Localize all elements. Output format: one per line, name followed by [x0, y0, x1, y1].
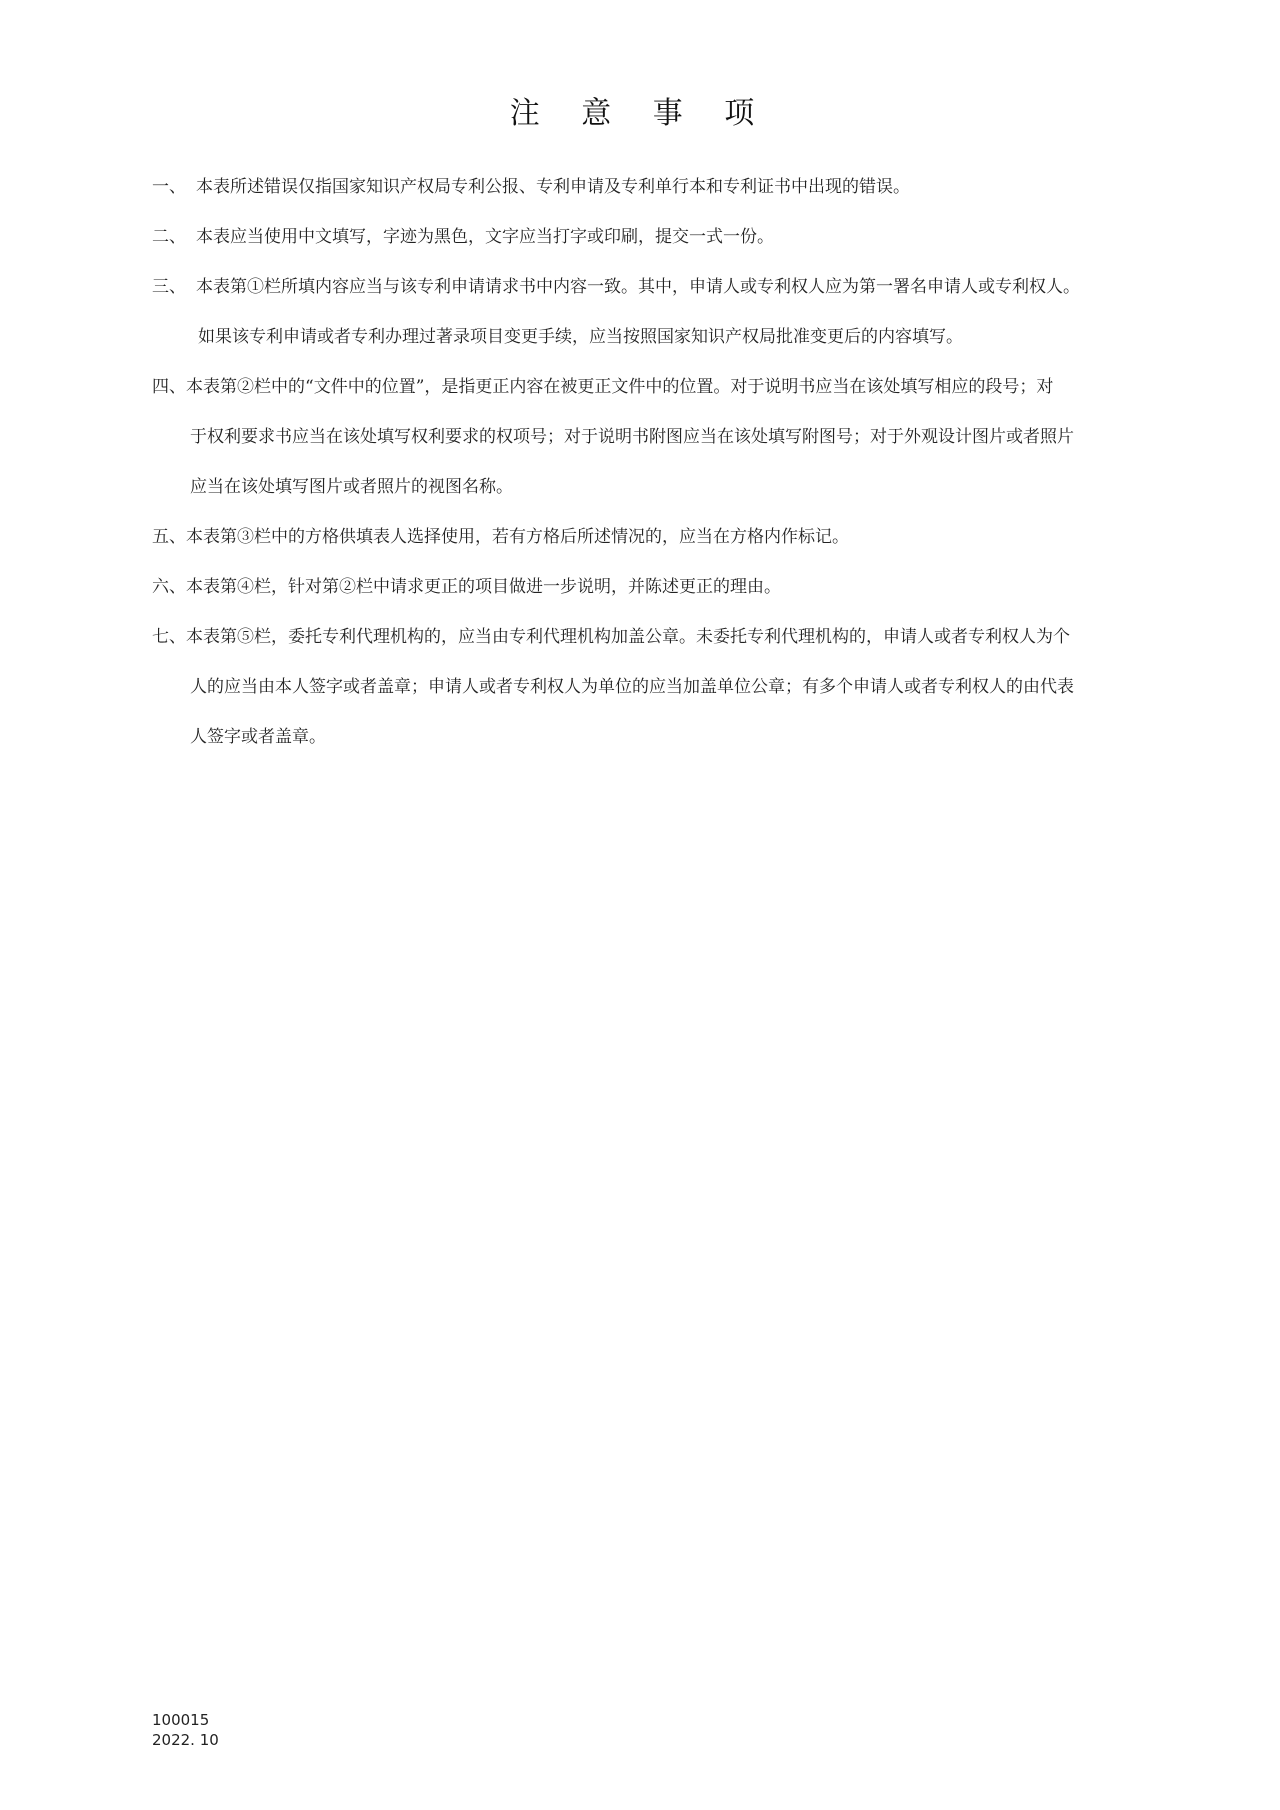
note-text: 如果该专利申请或者专利办理过著录项目变更手续，应当按照国家知识产权局批准变更后的内容填写。 [198, 327, 963, 347]
notes-list [152, 162, 1212, 762]
note-number: 五、 [152, 527, 186, 547]
note-line [152, 512, 1212, 562]
note-line [152, 412, 1212, 462]
note-line [152, 662, 1212, 712]
note-text: 本表所述错误仅指国家知识产权局专利公报、专利申请及专利单行本和专利证书中出现的错误。 [196, 177, 910, 197]
note-text: 本表第①栏所填内容应当与该专利申请请求书中内容一致。其中，申请人或专利权人应为第一署名申请人或专利权人。 [196, 277, 1080, 297]
note-line [152, 312, 1212, 362]
note-number: 四、 [152, 377, 186, 397]
form-footer [152, 1710, 219, 1750]
note-number: 七、 [152, 627, 186, 647]
note-text: 本表第③栏中的方格供填表人选择使用，若有方格后所述情况的，应当在方格内作标记。 [186, 527, 849, 547]
note-line [152, 212, 1212, 262]
note-text: 本表应当使用中文填写，字迹为黑色，文字应当打字或印刷，提交一式一份。 [196, 227, 774, 247]
note-line [152, 462, 1212, 512]
note-text: 人签字或者盖章。 [190, 727, 326, 747]
note-text: 于权利要求书应当在该处填写权利要求的权项号；对于说明书附图应当在该处填写附图号；对于外观设计图片或者照片 [190, 427, 1074, 447]
note-number: 三、 [152, 277, 186, 297]
note-line [152, 712, 1212, 762]
form-code: 100015 [152, 1711, 210, 1729]
note-line [152, 262, 1212, 312]
note-line [152, 362, 1212, 412]
note-text: 应当在该处填写图片或者照片的视图名称。 [190, 477, 513, 497]
page-title: 注 意 事 项 [509, 96, 771, 131]
note-line [152, 612, 1212, 662]
note-text: 人的应当由本人签字或者盖章；申请人或者专利权人为单位的应当加盖单位公章；有多个申请人或者专利权人的由代表 [190, 677, 1074, 697]
note-text: 本表第④栏，针对第②栏中请求更正的项目做进一步说明，并陈述更正的理由。 [186, 577, 781, 597]
note-number: 一、 [152, 177, 186, 197]
note-line [152, 562, 1212, 612]
note-text: 本表第⑤栏，委托专利代理机构的，应当由专利代理机构加盖公章。未委托专利代理机构的，申请人或者专利权人为个 [186, 627, 1070, 647]
note-line [152, 162, 1212, 212]
note-number: 六、 [152, 577, 186, 597]
version-date: 2022. 10 [152, 1731, 219, 1749]
note-text: 本表第②栏中的“文件中的位置”，是指更正内容在被更正文件中的位置。对于说明书应当在该处填写相应的段号；对 [186, 377, 1054, 397]
note-number: 二、 [152, 227, 186, 247]
